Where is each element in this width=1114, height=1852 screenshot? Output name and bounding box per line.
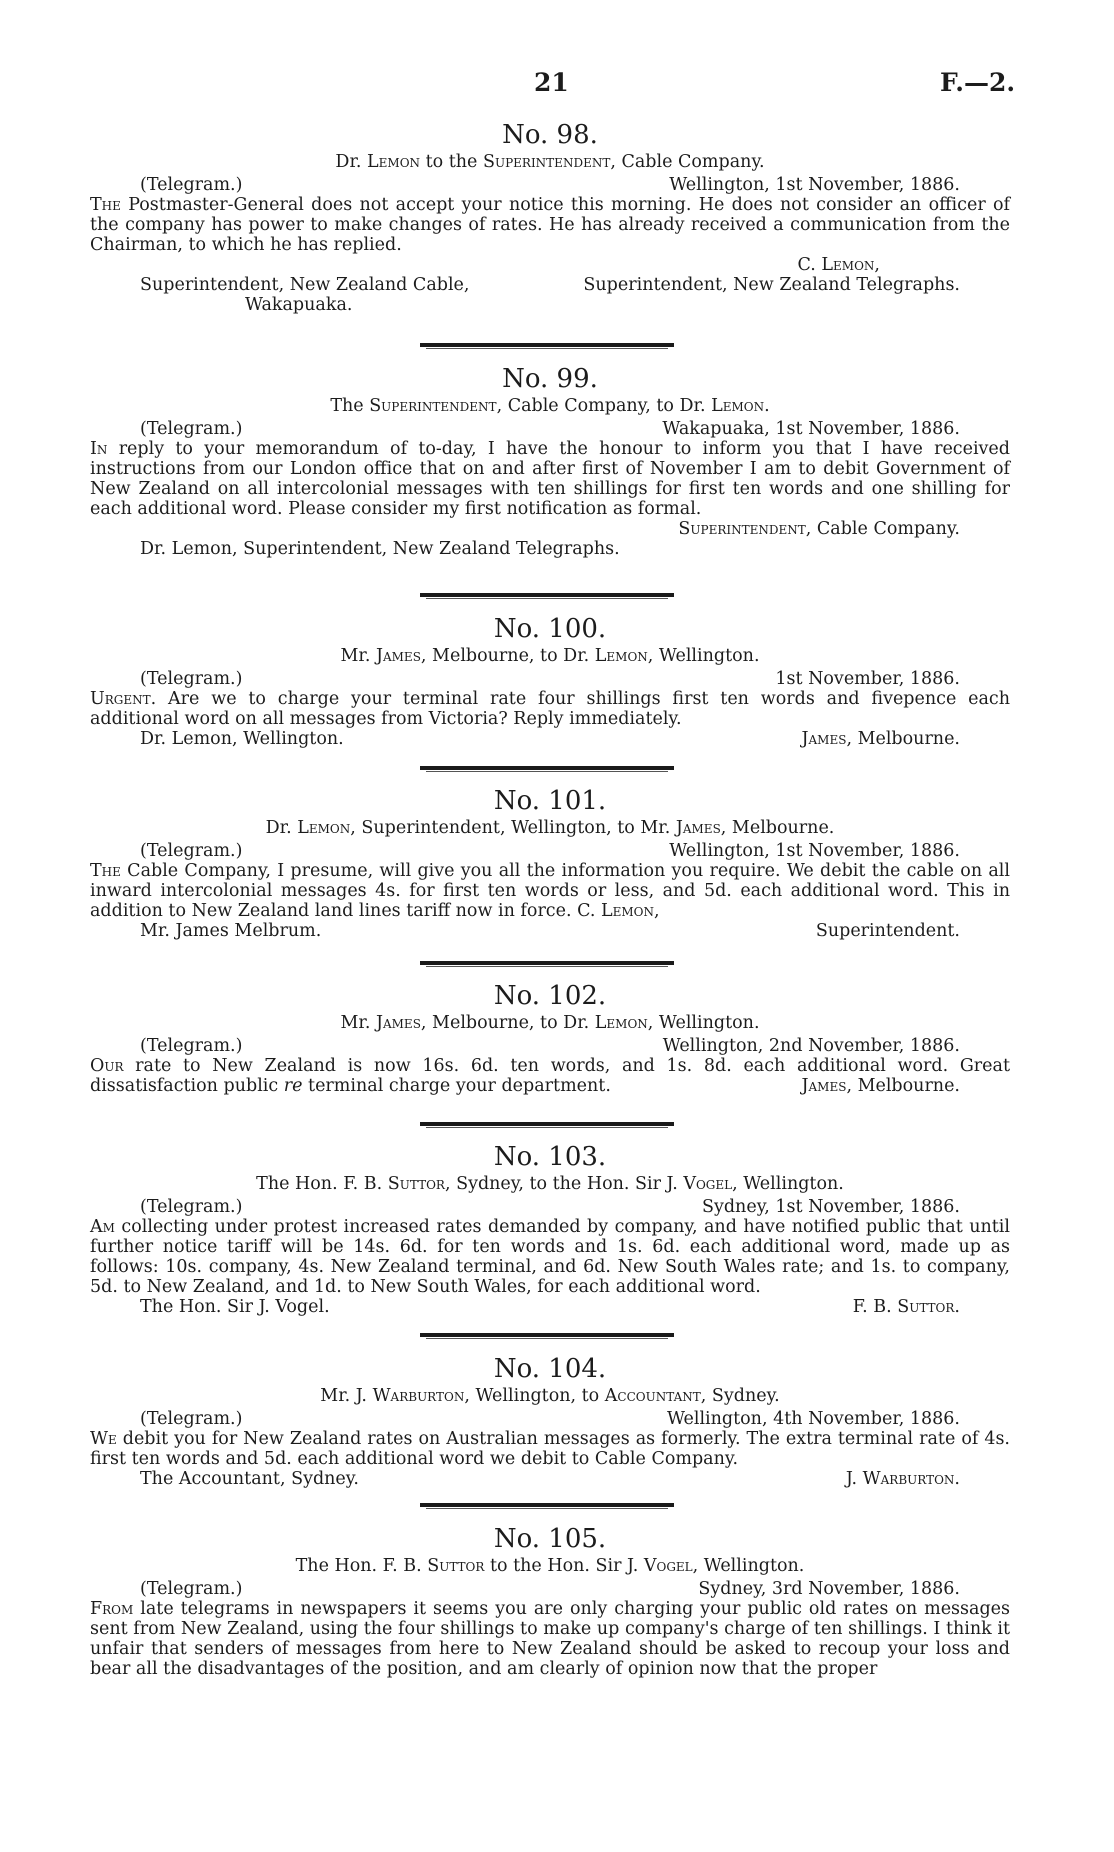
telegram-entry (90, 786, 1010, 941)
message-body: The Cable Company, I presume, will give you all the information you require. We debit the cable on all inward intercolonial messages 4s. for first ten words or less, and 5d. each additional word. This in addition to New Zealand land lines tariff now in force. C. Lemon, (90, 861, 1010, 921)
place-date: Sydney, 1st November, 1886. (701, 1197, 960, 1217)
telegram-label: (Telegram.) (140, 1197, 243, 1217)
telegram-label: (Telegram.) (140, 1579, 243, 1599)
section-rule (420, 1503, 674, 1507)
telegram-entry (90, 120, 1010, 315)
recipient: Superintendent, New Zealand Cable, (140, 275, 470, 295)
telegram-entry (90, 981, 1010, 1096)
telegram-label: (Telegram.) (140, 1409, 243, 1429)
entry-number: No. 101. (493, 786, 607, 816)
entry-address: The Hon. F. B. Suttor to the Hon. Sir J. Vogel, Wellington. (295, 1556, 805, 1576)
signature: Superintendent, Cable Company. (678, 519, 960, 539)
place-date: Sydney, 3rd November, 1886. (698, 1579, 960, 1599)
telegram-line (90, 175, 1010, 195)
entry-address: Mr. James, Melbourne, to Dr. Lemon, Wellington. (340, 646, 760, 666)
section-rule (420, 343, 674, 347)
entry-address: Mr. J. Warburton, Wellington, to Accountant, Sydney. (320, 1386, 780, 1406)
address-line (90, 275, 1010, 295)
place-date: 1st November, 1886. (775, 669, 960, 689)
entry-number: No. 99. (502, 364, 598, 394)
entry-number: No. 100. (493, 614, 607, 644)
telegram-line (90, 419, 1010, 439)
telegram-line (90, 1579, 1010, 1599)
telegram-entry (90, 364, 1010, 559)
recipient: The Accountant, Sydney. (140, 1469, 359, 1489)
telegram-label: (Telegram.) (140, 841, 243, 861)
section-rule (420, 766, 674, 770)
telegram-entry (90, 614, 1010, 749)
signature: C. Lemon, (577, 901, 660, 921)
section-rule (420, 593, 674, 597)
address-line (90, 1297, 1010, 1317)
entry-address: Dr. Lemon, Superintendent, Wellington, to Mr. James, Melbourne. (265, 818, 835, 838)
entry-number: No. 98. (502, 120, 598, 150)
entry-number: No. 102. (493, 981, 607, 1011)
telegram-entry (90, 1524, 1010, 1679)
place-date: Wellington, 4th November, 1886. (666, 1409, 960, 1429)
place-date: Wellington, 1st November, 1886. (669, 175, 960, 195)
document-code: F.—2. (940, 68, 1016, 97)
telegram-line (90, 669, 1010, 689)
section-rule (420, 1122, 674, 1126)
telegram-line (90, 1197, 1010, 1217)
message-body: Urgent. Are we to charge your terminal rate four shillings first ten words and fivepence each additional word on all messages from Victoria? Reply immediately. (90, 689, 1010, 729)
place-date: Wakapuaka, 1st November, 1886. (662, 419, 960, 439)
telegram-line (90, 1036, 1010, 1056)
signature-line (90, 1076, 1010, 1096)
place-date: Wellington, 1st November, 1886. (669, 841, 960, 861)
place-date: Wellington, 2nd November, 1886. (662, 1036, 960, 1056)
address-line (90, 1469, 1010, 1489)
entry-address: The Hon. F. B. Suttor, Sydney, to the Hon. Sir J. Vogel, Wellington. (256, 1174, 844, 1194)
entry-address: Mr. James, Melbourne, to Dr. Lemon, Wellington. (340, 1013, 760, 1033)
entry-address: Dr. Lemon to the Superintendent, Cable Company. (335, 152, 765, 172)
signature-line (90, 519, 1010, 539)
section-rule (420, 1333, 674, 1337)
recipient: The Hon. Sir J. Vogel. (140, 1297, 330, 1317)
entry-number: No. 104. (493, 1354, 607, 1384)
message-body: Am collecting under protest increased rates demanded by company, and have notified public that until further notice tariff will be 14s. 6d. for ten words and 1s. 6d. each additional word, made up as follows: 10s. company, 4s. New Zealand terminal, and 6d. New South Wales rate; and 1s. to company, 5d. to New Zealand, and 1d. to New South Wales, for each additional word. (90, 1217, 1010, 1297)
telegram-line (90, 841, 1010, 861)
address-line (90, 729, 1010, 749)
telegram-entry (90, 1354, 1010, 1489)
telegram-label: (Telegram.) (140, 419, 243, 439)
message-body: From late telegrams in newspapers it seems you are only charging your public old rates on messages sent from New Zealand, using the four shillings to make up company's charge of ten shillings. I think it unfair that senders of messages from here to New Zealand should be asked to recoup your loss and bear all the disadvantages of the position, and am clearly of opinion now that the proper (90, 1599, 1010, 1679)
recipient-place: Wakapuaka. (245, 295, 353, 315)
signature: F. B. Suttor. (852, 1297, 960, 1317)
signature: James, Melbourne. (801, 1076, 960, 1096)
message-body: Our rate to New Zealand is now 16s. 6d. ten words, and 1s. 8d. each additional word. Great dissatisfaction public re terminal charge your department. (90, 1056, 1010, 1096)
telegram-label: (Telegram.) (140, 669, 243, 689)
telegram-line (90, 1409, 1010, 1429)
signature: C. Lemon, (797, 255, 880, 275)
signature: James, Melbourne. (801, 729, 960, 749)
section-rule (420, 961, 674, 965)
recipient: Dr. Lemon, Superintendent, New Zealand Telegraphs. (140, 539, 620, 559)
recipient: Dr. Lemon, Wellington. (140, 729, 344, 749)
message-body: In reply to your memorandum of to-day, I have the honour to inform you that I have received instructions from our London office that on and after first of November I am to debit Government of New Zealand on all intercolonial messages with ten shillings for first ten words and one shilling for each additional word. Please consider my first notification as formal. (90, 439, 1010, 519)
entry-number: No. 103. (493, 1142, 607, 1172)
signer-title: Superintendent, New Zealand Telegraphs. (583, 275, 960, 295)
entry-number: No. 105. (493, 1524, 607, 1554)
recipient: Mr. James Melbrum. (140, 921, 322, 941)
message-body: The Postmaster-General does not accept your notice this morning. He does not consider an officer of the company has power to make changes of rates. He has already received a communication from the Chairman, to which he has replied. (90, 195, 1010, 255)
entry-address: The Superintendent, Cable Company, to Dr. Lemon. (330, 396, 770, 416)
message-body: We debit you for New Zealand rates on Australian messages as formerly. The extra terminal rate of 4s. first ten words and 5d. each additional word we debit to Cable Company. (90, 1429, 1010, 1469)
page-number: 21 (534, 68, 569, 97)
telegram-label: (Telegram.) (140, 175, 243, 195)
signature: J. Warburton. (845, 1469, 960, 1489)
address-line (90, 921, 1010, 941)
telegram-label: (Telegram.) (140, 1036, 243, 1056)
telegram-entry (90, 1142, 1010, 1317)
address-line (90, 539, 1010, 559)
signer-title: Superintendent. (815, 921, 960, 941)
